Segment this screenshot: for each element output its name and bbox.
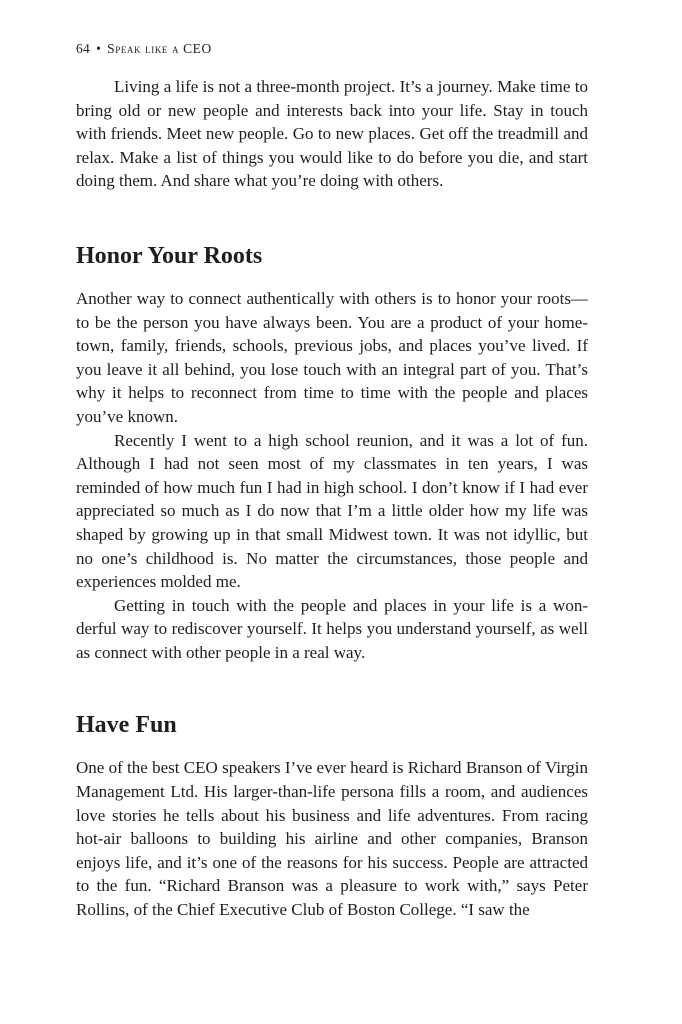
section-heading-have-fun: Have Fun (76, 712, 177, 739)
header-separator: • (96, 41, 102, 56)
book-page (76, 38, 588, 922)
running-head (76, 38, 588, 60)
roots-paragraph-1: Another way to connect authentically with others is to honor your roots—to be the person you have always been. You are a product of your hometown, family, friends, schools, previous jobs, and places you’ve lived. If you leave it all behind, you lose touch with an integral part of you. That’s why it helps to reconnect from time to time with the people and places you’ve known. (76, 288, 588, 426)
page-number: 64 (76, 41, 91, 56)
roots-paragraph-2: Recently I went to a high school reunion, and it was a lot of fun. Although I had not seen most of my classmates in ten years, I was reminded of how much fun I had in high school. I don’t know if I had ever appreciated so much as I do now that I’m a little older how my life was shaped by growing up in that small Midwest town. It was not idyllic, but no one’s childhood is. No matter the circumstances, those people and experiences molded me. (76, 430, 588, 592)
intro-paragraph: Living a life is not a three-month project. It’s a journey. Make time to bring old or new people and interests back into your life. Stay in touch with friends. Meet new people. Go to new places. Get off the treadmill and relax. Make a list of things you would like to do before you die, and start doing them. And share what you’re doing with others. (76, 77, 588, 191)
roots-paragraph-3: Getting in touch with the people and places in your life is a wonderful way to rediscover yourself. It helps you understand yourself, as well as connect with other people in a real way. (76, 595, 588, 662)
book-title: Speak like a CEO (107, 41, 212, 56)
fun-paragraph-1: One of the best CEO speakers I’ve ever heard is Richard Branson of Virgin Management Ltd. His larger-than-life persona fills a room, and audiences love stories he tells about his business and life adventures. From racing hot-air balloons to building his airline and other companies, Branson enjoys life, and it’s one of the reasons for his success. People are attracted to the fun. “Richard Branson was a pleasure to work with,” says Peter Rollins, of the Chief Executive Club of Boston College. “I saw the (76, 758, 588, 920)
section-heading-honor-your-roots: Honor Your Roots (76, 242, 263, 269)
